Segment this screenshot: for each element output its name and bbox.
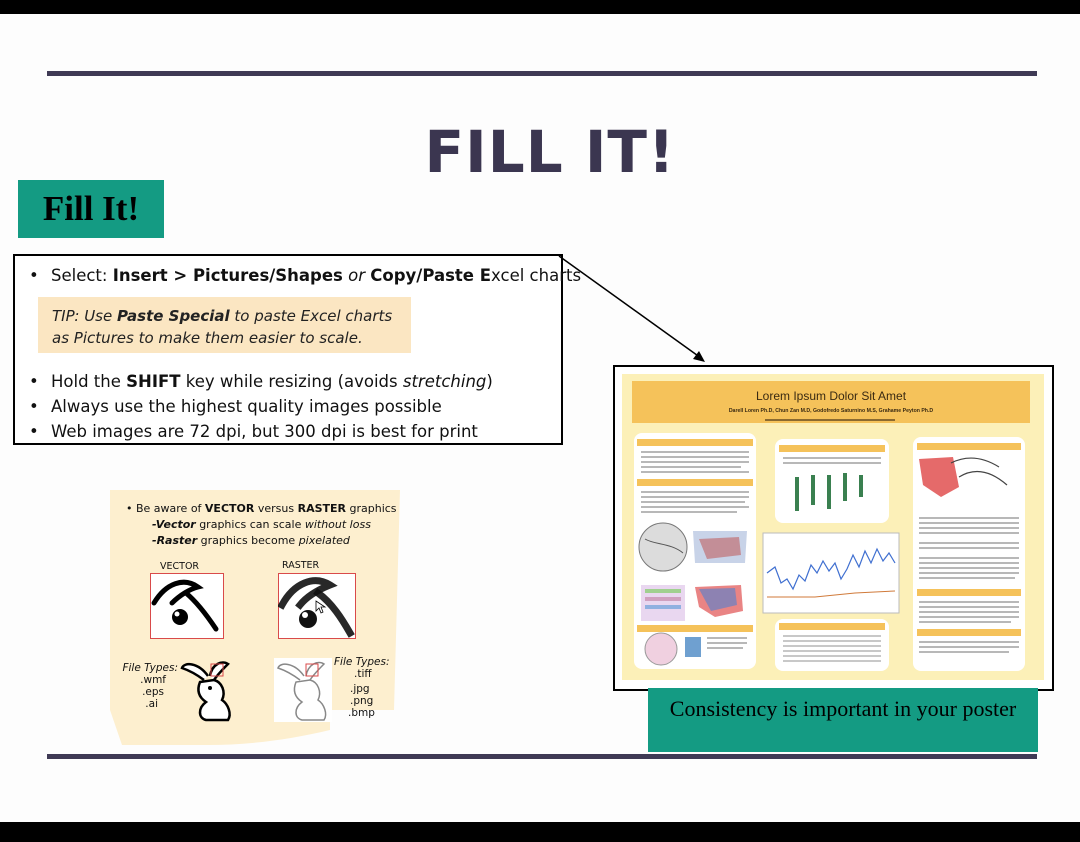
instructions-box	[13, 254, 582, 445]
raster-type-jpg: .jpg	[350, 683, 370, 695]
tip-box	[38, 297, 411, 353]
top-rule	[47, 71, 1037, 76]
section-label: Fill It!	[18, 180, 164, 238]
vector-label: VECTOR	[160, 561, 200, 572]
tip-line-1: TIP: Use Paste Special to paste Excel charts	[52, 307, 393, 325]
vr-raster-line: -Raster graphics become pixelated	[152, 534, 350, 547]
raster-rabbit-image	[274, 658, 334, 724]
raster-label: RASTER	[282, 560, 320, 571]
bullet-shift-text: Hold the SHIFT key while resizing (avoids stretching)	[51, 372, 493, 391]
poster-thumbnail	[615, 367, 1052, 689]
vector-type-wmf: .wmf	[140, 674, 166, 686]
raster-type-bmp: .bmp	[348, 707, 375, 719]
raster-eye-image	[278, 573, 356, 639]
slide-title: FILL IT!	[424, 118, 676, 186]
vector-type-ai: .ai	[145, 698, 158, 710]
vector-rabbit-image	[178, 658, 238, 724]
raster-file-types-heading: File Types:	[334, 656, 390, 668]
poster-title: Lorem Ipsum Dolor Sit Amet	[755, 389, 907, 403]
raster-type-tiff: .tiff	[354, 668, 372, 680]
vr-vector-line: -Vector graphics can scale without loss	[152, 518, 371, 531]
raster-file-types	[334, 656, 390, 719]
arrow-to-poster	[555, 252, 715, 368]
vector-file-types-heading: File Types:	[122, 662, 178, 674]
bottom-rule	[47, 754, 1037, 759]
bullet-select-text: Select: Insert > Pictures/Shapes or Copy/Paste Excel charts	[51, 266, 582, 285]
tip-line-2: as Pictures to make them easier to scale.	[52, 329, 363, 347]
vector-file-types	[120, 662, 178, 710]
raster-type-png: .png	[350, 695, 374, 707]
poster-authors: Darell Loren Ph.D, Chun Zan M.D, Godofredo Saturnino M.S, Grahame Peyton Ph.D	[728, 408, 934, 414]
poster-example	[613, 365, 1054, 691]
vector-eye-image	[150, 573, 224, 639]
vector-type-eps: .eps	[142, 686, 164, 698]
slide	[0, 14, 1080, 822]
bullet-quality-text: Always use the highest quality images possible	[51, 397, 442, 416]
vr-bullet: • Be aware of VECTOR versus RASTER graphics	[126, 502, 397, 515]
bullet-dpi-text: Web images are 72 dpi, but 300 dpi is best for print	[51, 422, 478, 441]
vector-raster-panel	[108, 490, 400, 760]
consistency-caption: Consistency is important in your poster	[648, 688, 1038, 752]
